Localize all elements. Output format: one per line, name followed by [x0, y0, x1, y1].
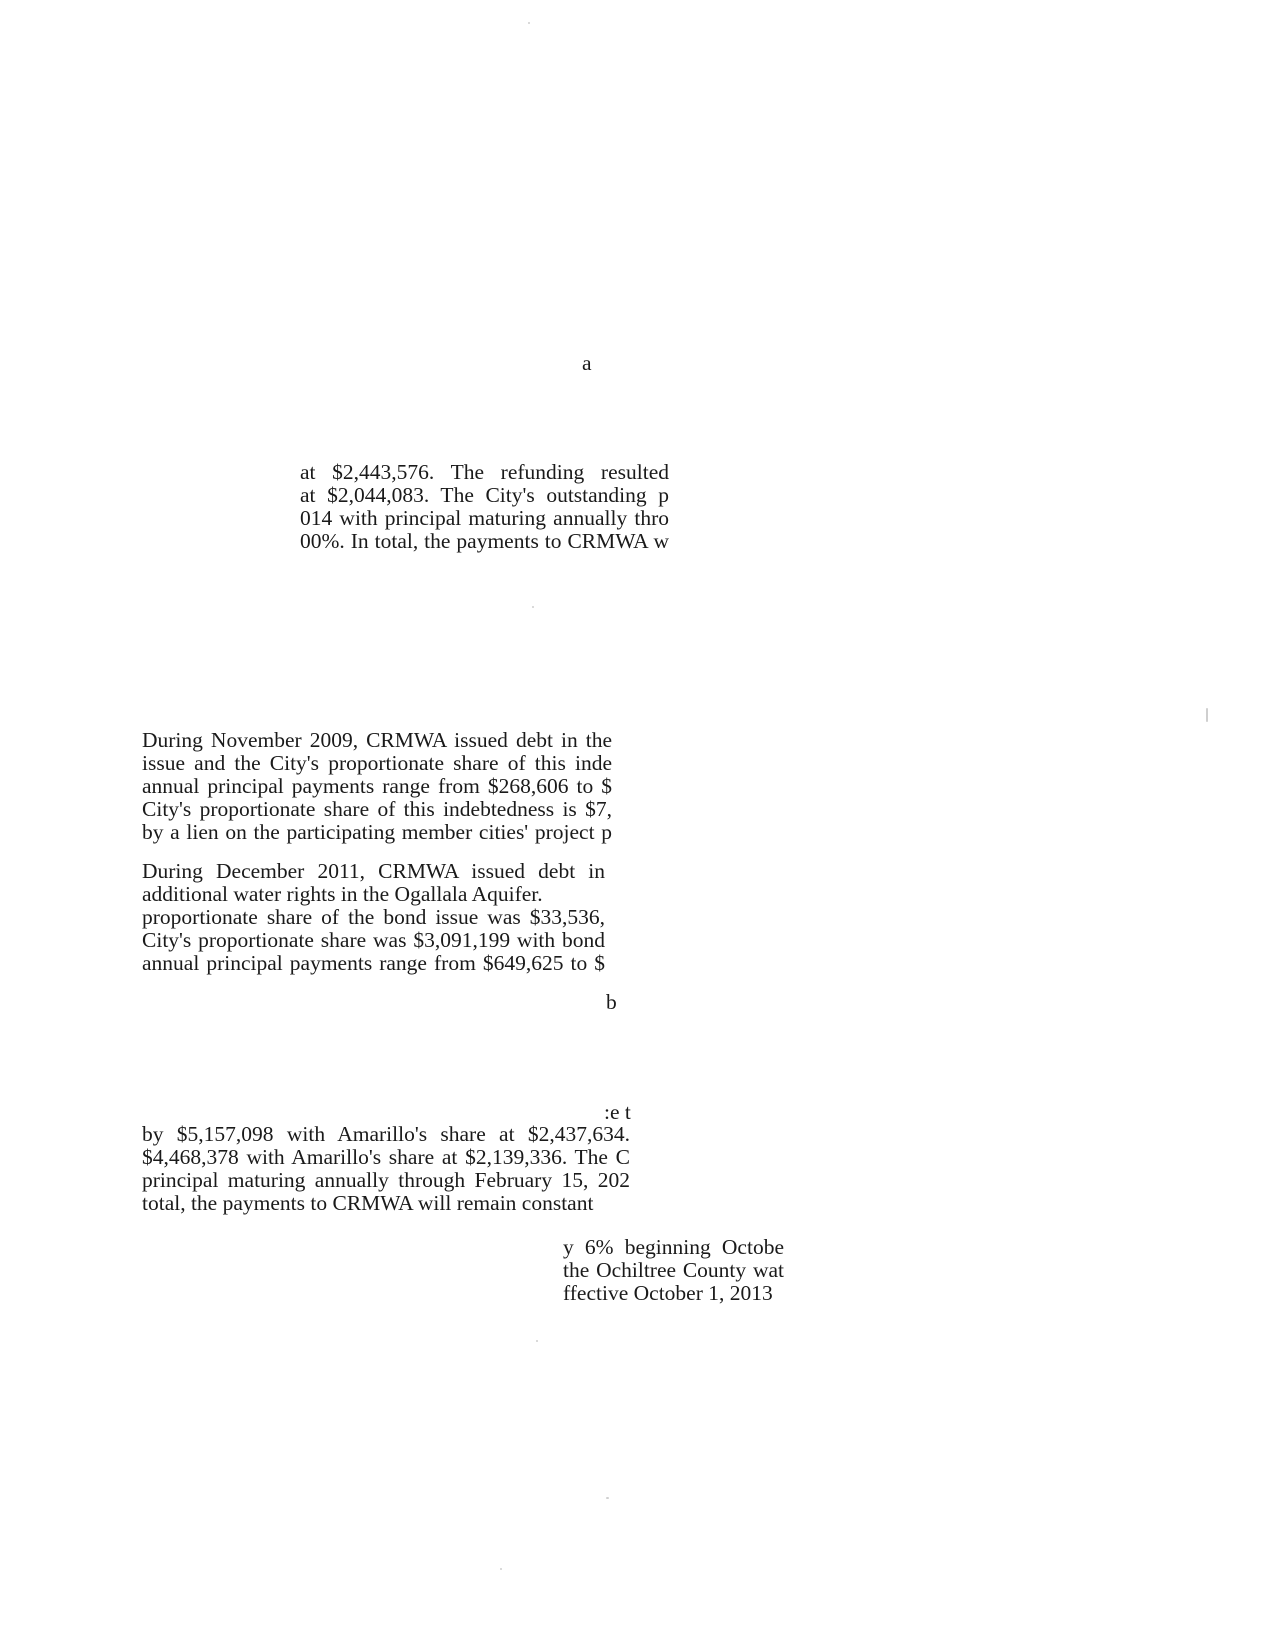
paragraph-line: issue and the City's proportionate share of this inde — [142, 751, 612, 775]
paragraph-line: by a lien on the participating member cities' project p — [142, 820, 612, 844]
paragraph-line: $4,468,378 with Amarillo's share at $2,139,336. The C — [142, 1145, 630, 1169]
paragraph-line: During November 2009, CRMWA issued debt in the — [142, 728, 612, 752]
paragraph-line: total, the payments to CRMWA will remain constant — [142, 1191, 594, 1215]
paragraph-line: by $5,157,098 with Amarillo's share at $2,437,634. — [142, 1122, 630, 1146]
paragraph-line: principal maturing annually through February 15, 202 — [142, 1168, 630, 1192]
paragraph-amarillo-share — [142, 1123, 630, 1215]
paragraph-line: annual principal payments range from $268,606 to $ — [142, 774, 612, 798]
paragraph-november-2009 — [142, 729, 612, 844]
paragraph-refunding — [300, 461, 669, 553]
marker-a: a — [582, 351, 592, 375]
paragraph-line: y 6% beginning Octobe — [563, 1235, 784, 1259]
paragraph-line: 014 with principal maturing annually thro — [300, 506, 669, 530]
scan-speck — [528, 22, 530, 24]
scan-speck — [532, 606, 534, 608]
scan-speck — [1206, 708, 1208, 722]
paragraph-line: the Ochiltree County wat — [563, 1258, 784, 1282]
marker-b: b — [606, 990, 617, 1014]
paragraph-ochiltree — [563, 1236, 784, 1305]
fragment-et: :e t — [604, 1100, 631, 1124]
paragraph-line: City's proportionate share was $3,091,199 with bond — [142, 928, 605, 952]
paragraph-line: at $2,044,083. The City's outstanding p — [300, 483, 669, 507]
paragraph-line: additional water rights in the Ogallala Aquifer. — [142, 882, 543, 906]
scan-speck — [606, 1497, 609, 1499]
paragraph-line: annual principal payments range from $649,625 to $ — [142, 951, 605, 975]
paragraph-line: ffective October 1, 2013 — [563, 1281, 773, 1305]
paragraph-line: City's proportionate share of this indebtedness is $7, — [142, 797, 612, 821]
paragraph-line: 00%. In total, the payments to CRMWA w — [300, 529, 669, 553]
paragraph-december-2011 — [142, 860, 605, 975]
scan-speck — [500, 1568, 502, 1570]
paragraph-line: proportionate share of the bond issue was $33,536, — [142, 905, 605, 929]
scan-speck — [536, 1340, 538, 1342]
paragraph-line: During December 2011, CRMWA issued debt in — [142, 859, 605, 883]
paragraph-line: at $2,443,576. The refunding resulted — [300, 460, 669, 484]
